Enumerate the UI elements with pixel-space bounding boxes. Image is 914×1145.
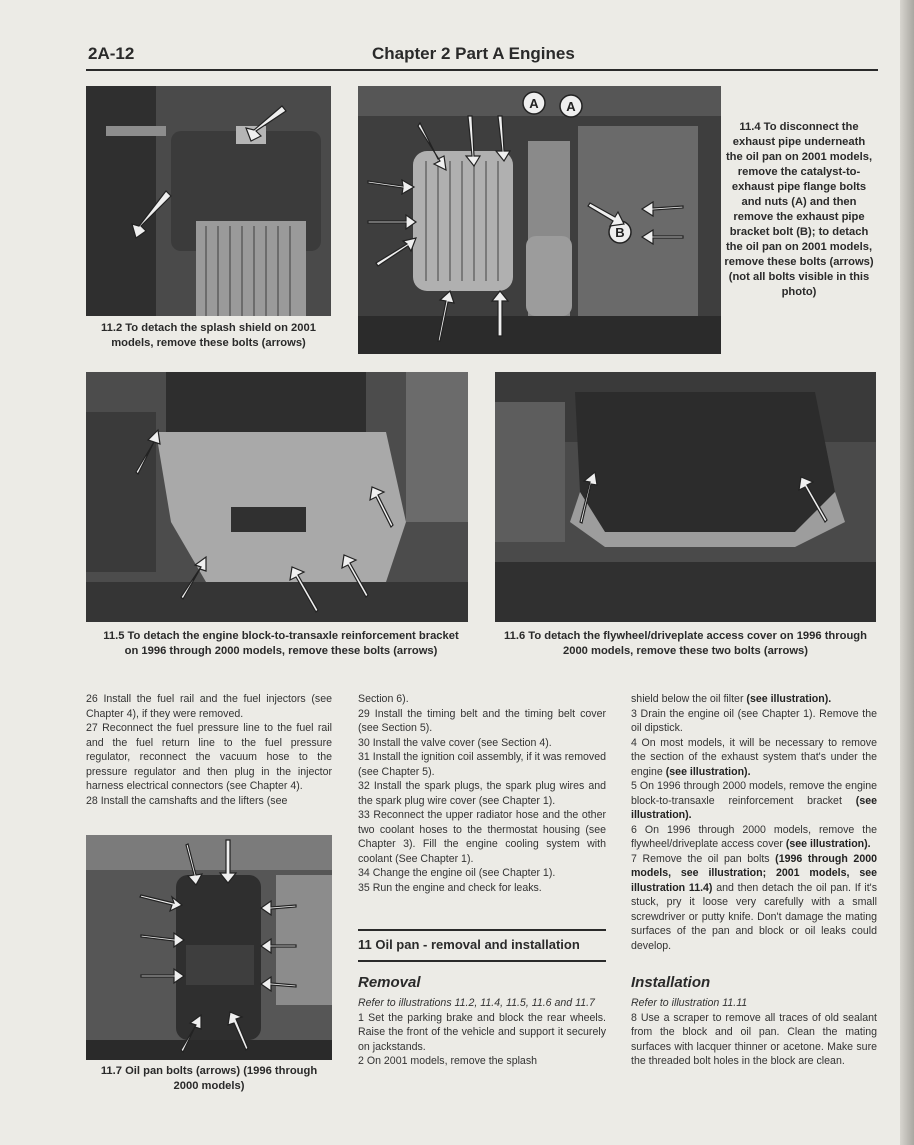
paragraph-cont: Section 6). — [358, 693, 409, 705]
removal-step-2: 2 On 2001 models, remove the splash — [358, 1055, 538, 1067]
removal-heading: Removal — [358, 974, 421, 991]
removal-step-4: 4 On most models, it will be necessary to remove the section of the exhaust system that's under the engine (see illustration). — [631, 736, 877, 778]
caption-11-6: 11.6 To detach the flywheel/driveplate access cover on 1996 through 2000 models, remove these two bolts (arrows) — [504, 630, 867, 657]
removal-step-5: 5 On 1996 through 2000 models, remove the engine block-to-transaxle reinforcement bracket (see illustration). — [631, 780, 877, 821]
paragraph-26: 26 Install the fuel rail and the fuel injectors (see Chapter 4), if they were removed. — [86, 693, 332, 720]
paragraph-29: 29 Install the timing belt and the timing belt cover (see Section 5). — [358, 707, 606, 734]
removal-step-3: 3 Drain the engine oil (see Chapter 1). Remove the oil dipstick. — [631, 707, 877, 734]
caption-11-2: 11.2 To detach the splash shield on 2001 models, remove these bolts (arrows) — [101, 322, 316, 349]
caption-11-4: 11.4 To disconnect the exhaust pipe underneath the oil pan on 2001 models, remove the catalyst-to-exhaust pipe flange bolts and nuts (A) and then remove the exhaust pipe bracket bolt (B); to detach the oil pan on 2001 models, remove these bolts (arrows) (not all bolts visible in this photo) — [724, 121, 874, 298]
svg-text:A: A — [566, 99, 576, 114]
header-rule — [86, 69, 878, 71]
svg-text:A: A — [529, 96, 539, 111]
text-column-1 — [86, 692, 332, 808]
paragraph-35: 35 Run the engine and check for leaks. — [358, 881, 542, 894]
chapter-title: Chapter 2 Part A Engines — [372, 44, 575, 63]
paragraph-27: 27 Reconnect the fuel pressure line to the fuel rail and the fuel return line to the fuel pressure regulator, reconnect the vacuum hose to the pressure regulator and then plug in the injector harness electrical connectors (see Chapter 4). — [86, 722, 332, 792]
installation-step-8: 8 Use a scraper to remove all traces of old sealant from the block and oil pan. Clean the mating surfaces with lacquer thinner or acetone. Make sure the threaded bolt holes in the block are clean. — [631, 1011, 877, 1067]
text-column-3 — [631, 692, 877, 953]
photo-11-4 — [358, 86, 721, 354]
paragraph-30: 30 Install the valve cover (see Section 4). — [358, 736, 552, 749]
photo-11-5 — [86, 372, 468, 622]
text-column-2 — [358, 692, 606, 895]
installation-refer: Refer to illustration 11.11 — [631, 997, 748, 1009]
installation-text — [631, 996, 877, 1069]
photo-11-2 — [86, 86, 331, 316]
caption-11-5: 11.5 To detach the engine block-to-transaxle reinforcement bracket on 1996 through 2000 models, remove these bolts (arrows) — [103, 630, 459, 657]
caption-11-7: 11.7 Oil pan bolts (arrows) (1996 through 2000 models) — [100, 1065, 318, 1092]
section-title: 11 Oil pan - removal and installation — [358, 937, 580, 952]
section-rule-bottom — [358, 960, 606, 962]
paragraph-cont-shield: shield below the oil filter (see illustration). — [631, 693, 832, 705]
page-spine-shadow — [900, 0, 914, 1145]
removal-step-7: 7 Remove the oil pan bolts (1996 through 2000 models, see illustration; 2001 models, see illustration 11.4) and then detach the oil pan. If it's stuck, pry it loose very carefully with a small screwdriver or putty knife. Don't damage the mating surfaces of the pan and block or oil leaks could develop. — [631, 852, 877, 952]
paragraph-34: 34 Change the engine oil (see Chapter 1). — [358, 867, 556, 879]
page-number: 2A-12 — [88, 44, 135, 63]
removal-step-1: 1 Set the parking brake and block the rear wheels. Raise the front of the vehicle and support it securely on jackstands. — [358, 1011, 606, 1053]
removal-text — [358, 996, 606, 1069]
installation-heading: Installation — [631, 974, 711, 991]
photo-11-7 — [86, 835, 332, 1060]
section-rule-top — [358, 929, 606, 931]
paragraph-28: 28 Install the camshafts and the lifters (see — [86, 794, 288, 807]
svg-text:B: B — [615, 225, 625, 240]
removal-refer: Refer to illustrations 11.2, 11.4, 11.5, 11.6 and 11.7 — [358, 997, 595, 1009]
photo-11-6 — [495, 372, 876, 622]
paragraph-32: 32 Install the spark plugs, the spark plug wires and the spark plug wire cover (see Chapter 1). — [358, 780, 606, 807]
paragraph-31: 31 Install the ignition coil assembly, if it was removed (see Chapter 5). — [358, 751, 606, 778]
paragraph-33: 33 Reconnect the upper radiator hose and the other two coolant hoses to the thermostat housing (see Chapter 3). Fill the engine cooling system with coolant (See Chapter 1). — [358, 809, 606, 865]
removal-step-6: 6 On 1996 through 2000 models, remove the flywheel/driveplate access cover (see illustration). — [631, 823, 877, 850]
